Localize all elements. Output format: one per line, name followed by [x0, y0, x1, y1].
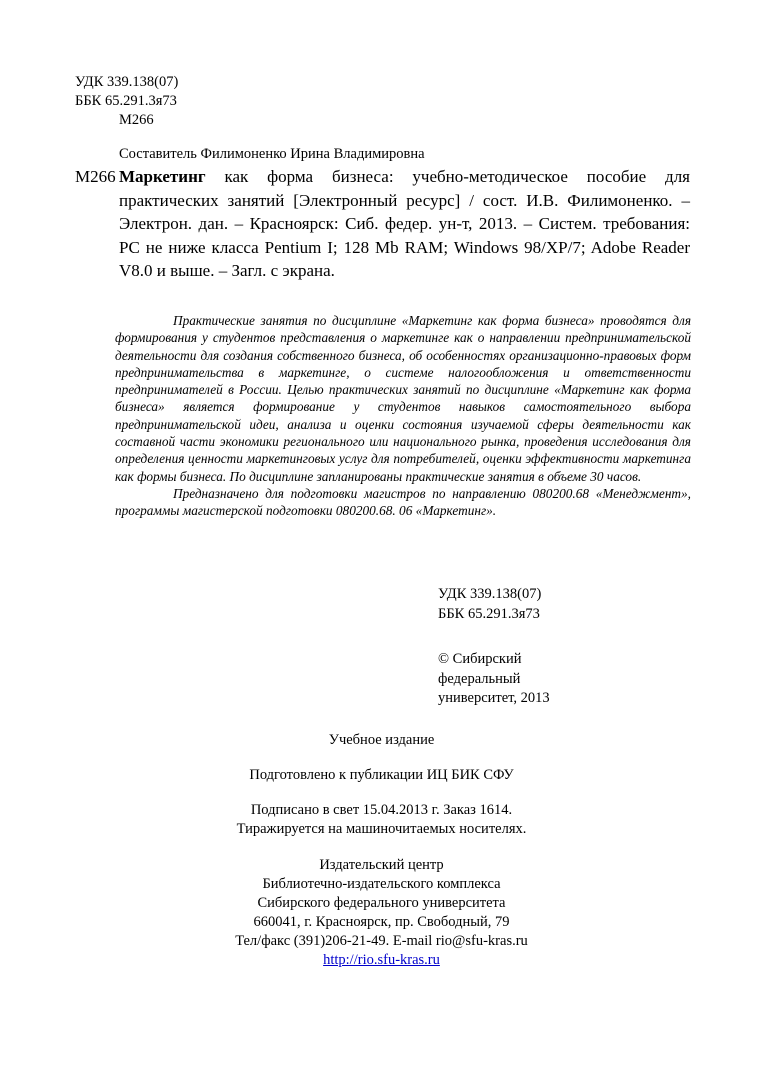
- compiler-line: Составитель Филимоненко Ирина Владимировна: [119, 146, 425, 162]
- author-mark: М266: [119, 112, 154, 128]
- record-author-mark: М266: [75, 167, 116, 186]
- copyright-line-3: университет, 2013: [438, 690, 550, 706]
- right-catalog-block: [438, 585, 541, 624]
- bibliographic-record: [75, 165, 690, 283]
- right-bbk-code: ББК 65.291.3я73: [438, 605, 540, 622]
- copyright-line-2: федеральный: [438, 670, 521, 687]
- prepared-by: Подготовлено к публикации ИЦ БИК СФУ: [249, 767, 514, 783]
- annotation-paragraph-1: Практические занятия по дисциплине «Маркетинг как форма бизнеса» проводятся для формирования у студентов представления о маркетинге как о направлении предпринимательской деятельности для создания собственного бизнеса, об особенностях организационно-правовых форм предпринимательства в маркетинге, о системе налогообложения и ответственности предпринимателей в России. Целью практических занятий по дисциплине «Маркетинг как форма бизнеса» является формирование у студентов навыков самостоятельного выбора предпринимательской идеи, анализа и оценки состояния изучаемой сферы деятельности как составной части экономики регионального или национального рынка, проведения исследования для определения ценности маркетинговых услуг для потребителей, оценки эффективности маркетинга как формы бизнеса. По дисциплине запланированы практические занятия в объеме 30 часов.: [115, 313, 691, 484]
- publisher-line-3: Сибирского федерального университета: [257, 895, 506, 911]
- annotation-paragraph-2: Предназначено для подготовки магистров по направлению 080200.68 «Менеджмент», программы магистерской подготовки 080200.68. 06 «Маркетинг».: [115, 485, 691, 519]
- media-note: Тиражируется на машиночитаемых носителях.: [236, 821, 527, 837]
- bbk-code: ББК 65.291.3я73: [75, 93, 177, 109]
- publisher-website-link[interactable]: http://rio.sfu-kras.ru: [323, 952, 440, 968]
- publisher-contacts: Тел/факс (391)206-21-49. E-mail rio@sfu-kras.ru: [235, 933, 528, 949]
- right-udk-code: УДК 339.138(07): [438, 586, 542, 602]
- publisher-block: [0, 856, 763, 970]
- record-title: Маркетинг: [119, 167, 206, 186]
- signing-block: [0, 801, 763, 839]
- annotation: [115, 312, 691, 520]
- publisher-line-1: Издательский центр: [319, 857, 444, 873]
- record-description: как форма бизнеса: учебно-методическое пособие для практических занятий [Электронный ресурс] / сост. И.В. Филимоненко. – Электрон. дан. – Красноярск: Сиб. федер. ун-т, 2013. – Систем. требования: PC не ниже класса Pentium I; 128 Mb RAM; Windows 98/XP/7; Adobe Reader V8.0 и выше. – Загл. с экрана.: [119, 167, 690, 280]
- edition-type: Учебное издание: [328, 732, 435, 748]
- catalog-block: [75, 73, 178, 130]
- signed-date: Подписано в свет 15.04.2013 г. Заказ 1614.: [250, 802, 513, 818]
- udk-code: УДК 339.138(07): [75, 74, 179, 90]
- publisher-line-2: Библиотечно-издательского комплекса: [262, 876, 501, 892]
- copyright-block: [438, 650, 550, 709]
- publisher-address: 660041, г. Красноярск, пр. Свободный, 79: [253, 914, 510, 930]
- copyright-line-1: © Сибирский: [438, 651, 522, 667]
- record-text: [119, 165, 690, 283]
